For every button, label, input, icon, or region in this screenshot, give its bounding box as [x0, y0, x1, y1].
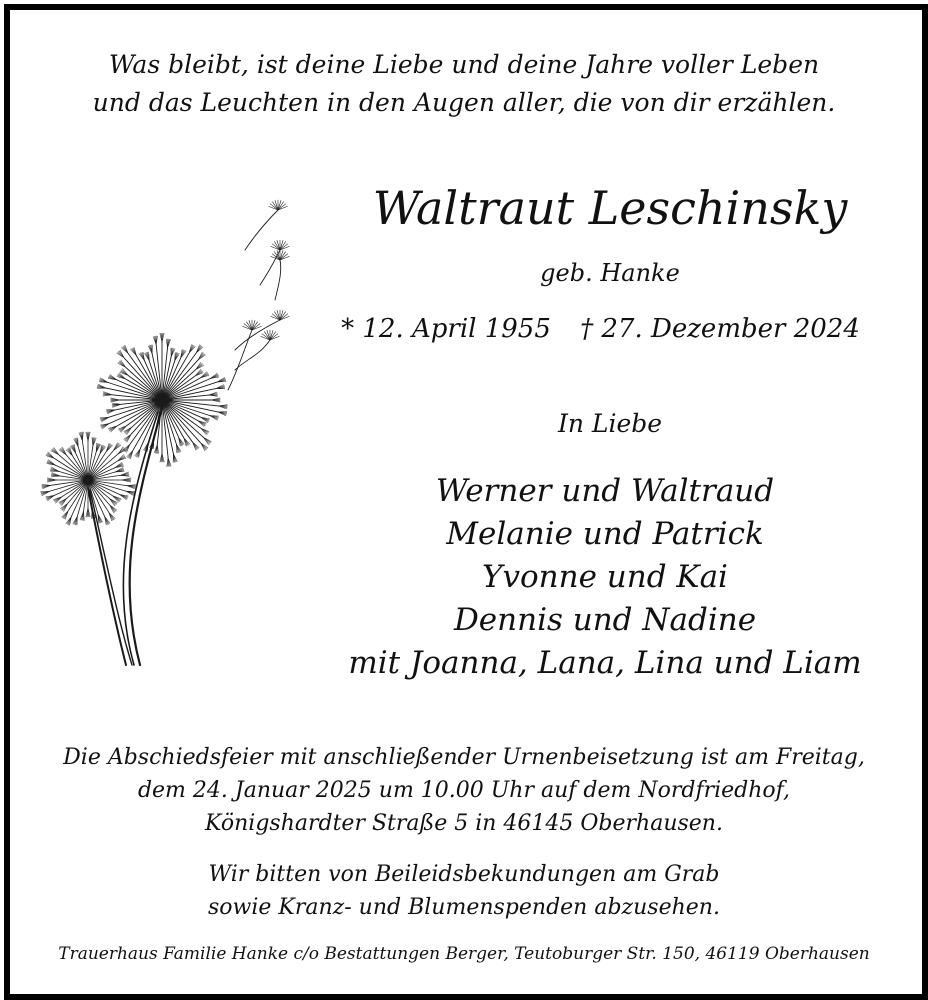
mourner-line: Yvonne und Kai — [482, 559, 728, 595]
motto-line-2: und das Leuchten in den Augen aller, die von dir erzählen. — [92, 88, 836, 117]
birth-name: geb. Hanke — [540, 259, 680, 287]
mourner-line: Melanie und Patrick — [446, 516, 764, 552]
motto-quote — [0, 46, 928, 122]
ceremony-line-2: dem 24. Januar 2025 um 10.00 Uhr auf dem Nordfriedhof, — [137, 778, 791, 803]
ceremony-info — [0, 741, 928, 840]
mourner-line: mit Joanna, Lana, Lina und Liam — [348, 645, 862, 681]
mourner-line: Dennis und Nadine — [453, 602, 757, 638]
mourner-line: Werner und Waltraud — [435, 473, 775, 509]
request-line-1: Wir bitten von Beileidsbekundungen am Grab — [208, 862, 720, 887]
funeral-home-footer: Trauerhaus Familie Hanke c/o Bestattungen Berger, Teutoburger Str. 150, 46119 Oberhausen — [58, 944, 870, 964]
motto-line-1: Was bleibt, ist deine Liebe und deine Jahre voller Leben — [108, 50, 820, 79]
death-date: † 27. Dezember 2024 — [580, 314, 860, 344]
request-line-2: sowie Kranz- und Blumenspenden abzusehen. — [208, 895, 720, 920]
birth-date: * 12. April 1955 — [341, 314, 551, 344]
in-love-label: In Liebe — [557, 409, 663, 438]
ceremony-line-1: Die Abschiedsfeier mit anschließender Urnenbeisetzung ist am Freitag, — [63, 745, 865, 770]
mourners-list — [330, 470, 880, 685]
deceased-name: Waltraut Leschinsky — [372, 181, 848, 235]
dandelion-icon — [30, 190, 310, 670]
condolence-request — [0, 858, 928, 924]
ceremony-line-3: Königshardter Straße 5 in 46145 Oberhausen. — [205, 811, 723, 836]
